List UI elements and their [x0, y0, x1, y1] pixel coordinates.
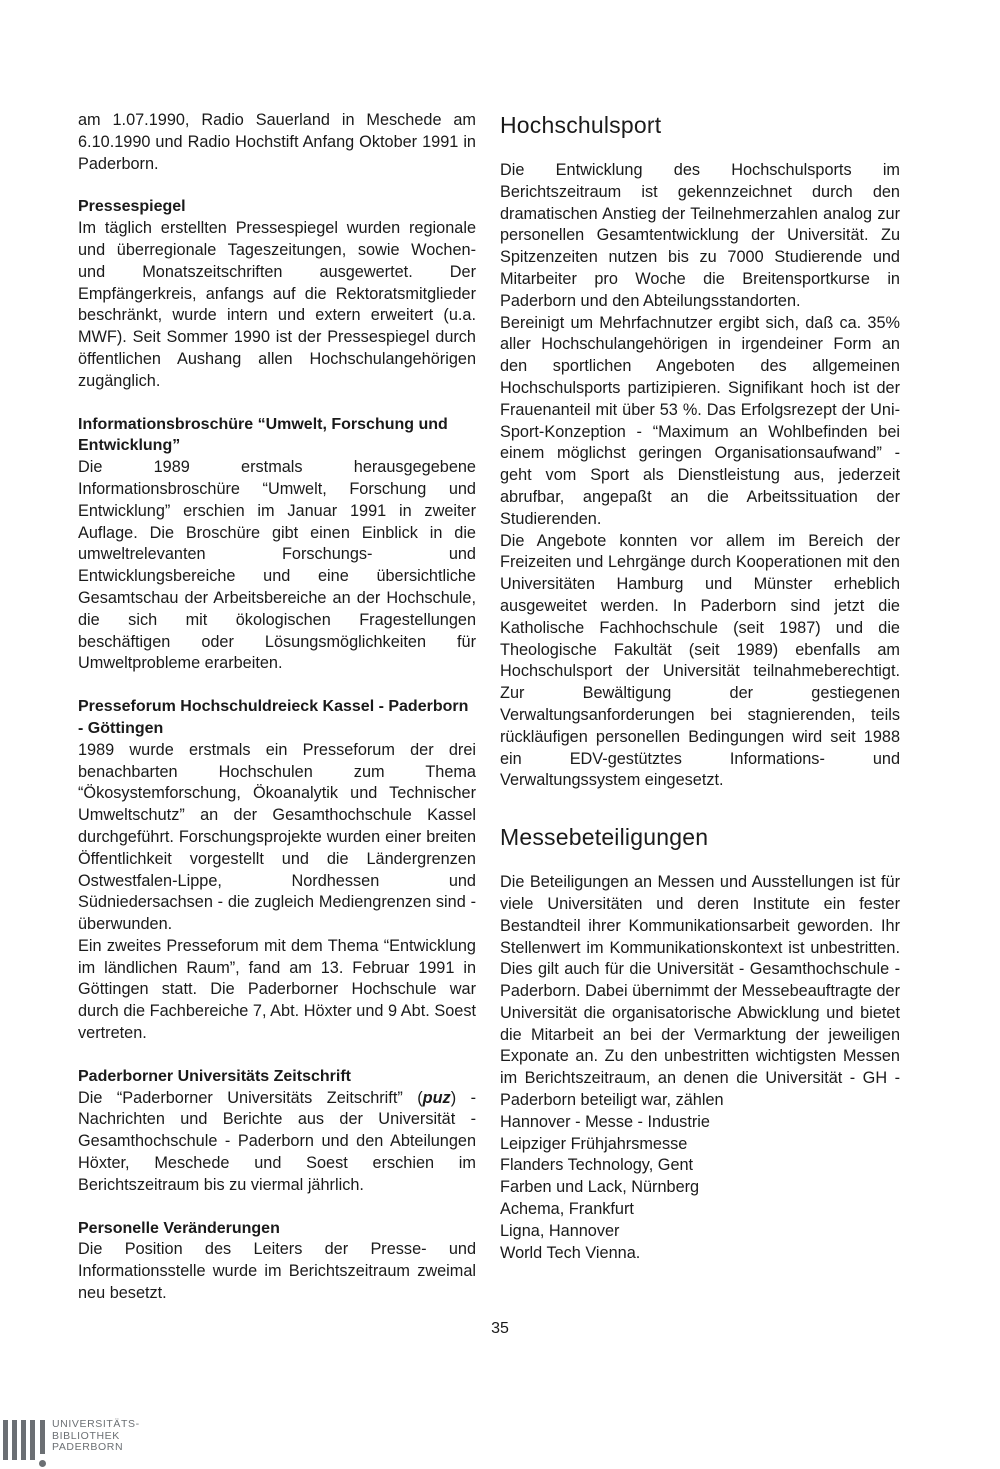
section-pressespiegel	[78, 196, 476, 392]
section-personelle-veraenderungen	[78, 1218, 476, 1305]
fair-list-item: Achema, Frankfurt	[500, 1200, 634, 1219]
hochschulsport-paragraph-1: Die Entwicklung des Hochschulsports im Berichtszeitraum ist gekennzeichnet durch den dramatischen Anstieg der Teilnehmerzahlen analog zur personellen Gesamtentwicklung der Universität. Zu Spitzenzeiten nutzen bis zu 7000 Studierende und Mitarbeiter pro Woche die Breitensportkurse in Paderborn und den Abteilungsstandorten.	[500, 161, 900, 310]
fair-list-item: Farben und Lack, Nürnberg	[500, 1178, 700, 1197]
section-title: Paderborner Universitäts Zeitschrift	[78, 1067, 351, 1085]
library-name-line: PADERBORN	[52, 1441, 124, 1453]
section-body: Die 1989 erstmals herausgegebene Informationsbroschüre “Umwelt, Forschung und Entwicklung” erschien im Januar 1991 in zweiter Auflage. Die Broschüre gibt einen Einblick in die umweltrelevanten Forschungs- und Entwicklungsbereiche und eine übersichtliche Gesamtschau der Arbeitsbereiche an der Hochschule, die sich mit ökologischen Fragestellungen beschäftigen oder Lösungsmöglichkeiten für Umweltprobleme erarbeiten.	[78, 458, 476, 673]
fair-list	[500, 1112, 900, 1265]
body-text: ) - Nachrichten und Berichte aus der Universität - Gesamthochschule - Paderborn und den Abteilungen Höxter, Meschede und Soest erschien im Berichtszeitraum bis zu viermal jährlich.	[78, 1088, 476, 1194]
fair-list-item: Flanders Technology, Gent	[500, 1156, 694, 1175]
library-name	[52, 1419, 140, 1454]
fair-list-item: Leipziger Frühjahrsmesse	[500, 1134, 688, 1153]
section-body	[78, 1088, 476, 1197]
body-text: Die “Paderborner Universitäts Zeitschrift” (	[78, 1088, 423, 1107]
section-title: Personelle Veränderungen	[78, 1219, 280, 1237]
section-body: 1989 wurde erstmals ein Presseforum der drei benachbarten Hochschulen zum Thema “Ökosystemforschung, Ökoanalytik und Technischer Umweltschutz” an der Gesamthochschule Kassel durchgeführt. Forschungsprojekte wurden einer breiten Öffentlichkeit vorgestellt und die Ländergrenzen Ostwestfalen-Lippe, Nordhessen und Südniedersachsen - die zugleich Mediengrenzen sind - überwunden.	[78, 740, 476, 934]
fair-list-item: World Tech Vienna.	[500, 1243, 641, 1262]
section-universitaets-zeitschrift	[78, 1066, 476, 1197]
section-informationsbroschuere	[78, 414, 476, 676]
heading-hochschulsport: Hochschulsport	[500, 112, 662, 138]
section-title: Informationsbroschüre “Umwelt, Forschung und Entwicklung”	[78, 415, 448, 455]
library-name-line: BIBLIOTHEK	[52, 1429, 120, 1442]
section-title: Pressespiegel	[78, 198, 186, 216]
section-body-continued: Ein zweites Presseforum mit dem Thema “Entwicklung im ländlichen Raum”, fand am 13. Februar 1991 in Göttingen statt. Die Paderborner Hochschule war durch die Fachbereiche 7, Abt. Höxter und 9 Abt. Soest vertreten.	[78, 936, 476, 1043]
hochschulsport-paragraph-3: Die Angebote konnten vor allem im Bereich der Freizeiten und Lehrgänge durch Kooperationen mit den Universitäten Hamburg und Münster erheblich ausgeweitet werden. In Paderborn sind jetzt die Katholische Fachhochschule (seit 1987) und die Theologische Fakultät (seit 1989) ebenfalls am Hochschulsport der Universität teilnahmeberechtigt. Zur Bewältigung der gestiegenen Verwaltungsanforderungen bei stagnierenden, teils rückläufigen personellen Bedingungen wird seit 1988 ein EDV-gestütztes Informations- und Verwaltungssystem eingesetzt.	[500, 531, 900, 790]
library-name-line: UNIVERSITÄTS-	[52, 1418, 140, 1430]
barcode-icon	[3, 1420, 47, 1468]
puz-abbreviation: puz	[422, 1088, 451, 1107]
fair-list-item: Hannover - Messe - Industrie	[500, 1112, 710, 1131]
section-body: Im täglich erstellten Pressespiegel wurden regionale und überregionale Tageszeitungen, sowie Wochen- und Monatszeitschriften ausgewertet. Der Empfängerkreis, anfangs auf die Rektoratsmitglieder beschränkt, wurde intern und extern erweitert (u.a. MWF). Seit Sommer 1990 ist der Pressespiegel durch öffentlichen Aushang allen Hochschulangehörigen zugänglich.	[78, 219, 476, 390]
messe-paragraph: Die Beteiligungen an Messen und Ausstellungen ist für viele Universitäten und deren Institute ein fester Bestandteil ihrer Kommunikationsarbeit geworden. Ihr Stellenwert im Kommunikationskontext ist unbestritten. Dies gilt auch für die Universität - Gesamthochschule - Paderborn. Dabei übernimmt der Messebeauftragte der Universität die organisatorische Abwicklung und bietet die Mitarbeit an bei der Vermarktung der jeweiligen Exponate an. Zu den unbestritten wichtigsten Messen im Berichtszeitraum, an denen die Universität - GH - Paderborn beteiligt war, zählen	[500, 873, 901, 1110]
library-logo	[0, 1418, 160, 1469]
fair-list-item: Ligna, Hannover	[500, 1221, 620, 1240]
section-body: Die Position des Leiters der Presse- und Informationsstelle wurde im Berichtszeitraum zweimal neu besetzt.	[78, 1240, 476, 1303]
left-column	[78, 110, 476, 1326]
hochschulsport-paragraph-2: Bereinigt um Mehrfachnutzer ergibt sich, daß ca. 35% aller Hochschulangehörigen in irgendeiner Form an den sportlichen Angeboten des allgemeinen Hochschulsports partizipieren. Signifikant hoch ist der Frauenanteil mit über 53 %. Das Erfolgsrezept der Uni-Sport-Konzeption - “Maximum an Wohlbefinden bei einem möglichst geringen Organisationsaufwand” - geht vom Sport als Dienstleistung aus, jederzeit abrufbar, angepaßt an die Arbeitssituation der Studierenden.	[500, 313, 900, 528]
page-number: 35	[491, 1320, 509, 1337]
intro-paragraph: am 1.07.1990, Radio Sauerland in Meschede am 6.10.1990 und Radio Hochstift Anfang Oktober 1991 in Paderborn.	[78, 111, 476, 173]
section-title: Presseforum Hochschuldreieck Kassel - Paderborn - Göttingen	[78, 698, 469, 737]
heading-messebeteiligungen: Messebeteiligungen	[500, 824, 709, 851]
section-presseforum	[78, 696, 476, 1045]
right-column	[500, 110, 900, 1264]
